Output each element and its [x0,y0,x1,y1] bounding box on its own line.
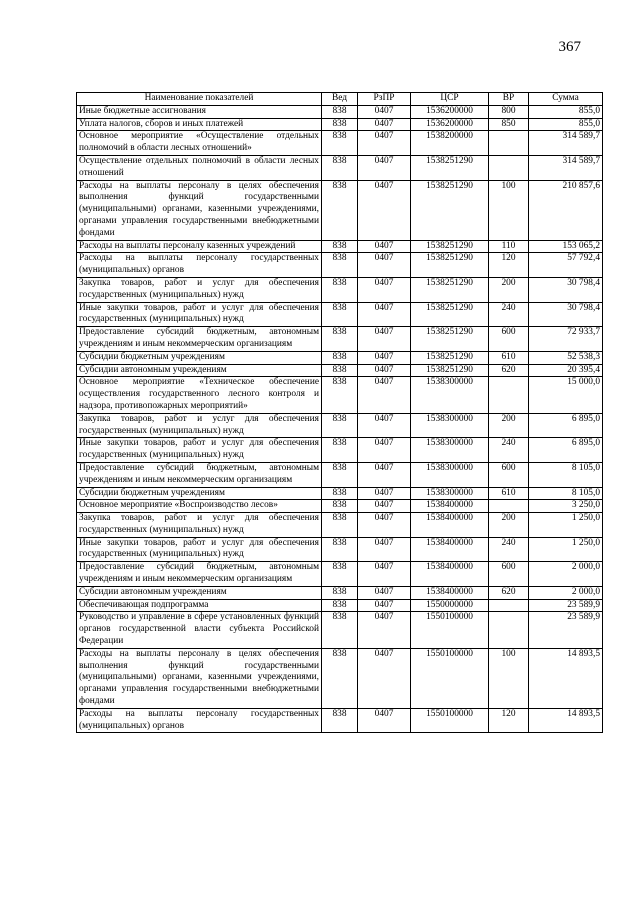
table-row [77,562,603,587]
table-row [77,537,603,562]
header-rzpr: РзПР [358,93,411,106]
cell-sum: 14 893,5 [529,648,603,708]
cell-rzpr: 0407 [358,180,411,240]
cell-csr: 1538400000 [411,586,489,599]
table-row [77,180,603,240]
cell-sum: 3 250,0 [529,500,603,513]
cell-ved: 838 [322,364,358,377]
cell-csr: 1550100000 [411,612,489,648]
cell-vr [489,131,529,156]
table-row [77,413,603,438]
cell-name: Расходы на выплаты персоналу государственных (муниципальных) органов [77,708,322,733]
cell-rzpr: 0407 [358,500,411,513]
cell-csr: 1538300000 [411,487,489,500]
cell-vr [489,500,529,513]
cell-sum: 72 933,7 [529,327,603,352]
header-sum: Сумма [529,93,603,106]
cell-ved: 838 [322,240,358,253]
cell-sum: 30 798,4 [529,277,603,302]
cell-name: Расходы на выплаты персоналу в целях обеспечения выполнения функций государственными (муниципальными) органами, казенными учреждениями, органами управления государственными внебюджетными фондами [77,648,322,708]
cell-rzpr: 0407 [358,105,411,118]
table-row [77,155,603,180]
cell-csr: 1536200000 [411,118,489,131]
cell-csr: 1538200000 [411,131,489,156]
cell-name: Иные закупки товаров, работ и услуг для обеспечения государственных (муниципальных) нужд [77,537,322,562]
cell-rzpr: 0407 [358,155,411,180]
table-row [77,513,603,538]
cell-ved: 838 [322,180,358,240]
cell-sum: 6 895,0 [529,438,603,463]
cell-sum: 57 792,4 [529,253,603,278]
cell-vr: 610 [489,351,529,364]
cell-rzpr: 0407 [358,599,411,612]
cell-sum: 8 105,0 [529,487,603,500]
cell-sum: 8 105,0 [529,462,603,487]
cell-vr: 850 [489,118,529,131]
budget-table [76,92,603,733]
cell-csr: 1538400000 [411,513,489,538]
cell-name: Предоставление субсидий бюджетным, автономным учреждениям и иным некоммерческим организациям [77,327,322,352]
cell-rzpr: 0407 [358,351,411,364]
table-row [77,253,603,278]
cell-name: Уплата налогов, сборов и иных платежей [77,118,322,131]
cell-csr: 1538251290 [411,277,489,302]
cell-csr: 1536200000 [411,105,489,118]
cell-sum: 210 857,6 [529,180,603,240]
cell-rzpr: 0407 [358,586,411,599]
cell-vr: 600 [489,562,529,587]
cell-sum: 1 250,0 [529,513,603,538]
table-row [77,277,603,302]
table-row [77,377,603,413]
table-row [77,708,603,733]
cell-rzpr: 0407 [358,562,411,587]
cell-name: Иные закупки товаров, работ и услуг для обеспечения государственных (муниципальных) нужд [77,438,322,463]
table-row [77,599,603,612]
cell-ved: 838 [322,327,358,352]
cell-ved: 838 [322,562,358,587]
cell-vr [489,599,529,612]
cell-ved: 838 [322,105,358,118]
table-row [77,500,603,513]
table-row [77,105,603,118]
header-ved: Вед [322,93,358,106]
cell-vr [489,612,529,648]
cell-sum: 2 000,0 [529,586,603,599]
table-row [77,351,603,364]
cell-name: Руководство и управление в сфере установленных функций органов государственной власти субъекта Российской Федерации [77,612,322,648]
cell-vr: 120 [489,708,529,733]
cell-sum: 153 065,2 [529,240,603,253]
table-row [77,648,603,708]
cell-csr: 1538251290 [411,364,489,377]
cell-csr: 1538400000 [411,562,489,587]
cell-csr: 1550000000 [411,599,489,612]
cell-ved: 838 [322,648,358,708]
cell-ved: 838 [322,513,358,538]
cell-rzpr: 0407 [358,413,411,438]
cell-rzpr: 0407 [358,364,411,377]
cell-name: Предоставление субсидий бюджетным, автономным учреждениям и иным некоммерческим организациям [77,562,322,587]
cell-vr: 600 [489,327,529,352]
cell-vr: 200 [489,513,529,538]
table-row [77,131,603,156]
cell-rzpr: 0407 [358,118,411,131]
cell-ved: 838 [322,413,358,438]
header-vr: ВР [489,93,529,106]
cell-ved: 838 [322,351,358,364]
cell-vr: 200 [489,277,529,302]
cell-rzpr: 0407 [358,277,411,302]
cell-ved: 838 [322,277,358,302]
cell-name: Основное мероприятие «Техническое обеспечение осуществления государственного лесного контроля и надзора, противопожарных мероприятий» [77,377,322,413]
cell-rzpr: 0407 [358,513,411,538]
cell-csr: 1550100000 [411,648,489,708]
cell-sum: 314 589,7 [529,155,603,180]
cell-sum: 6 895,0 [529,413,603,438]
cell-sum: 15 000,0 [529,377,603,413]
cell-sum: 30 798,4 [529,302,603,327]
cell-name: Иные бюджетные ассигнования [77,105,322,118]
cell-sum: 23 589,9 [529,599,603,612]
cell-rzpr: 0407 [358,537,411,562]
cell-csr: 1538300000 [411,462,489,487]
cell-ved: 838 [322,586,358,599]
cell-sum: 23 589,9 [529,612,603,648]
cell-csr: 1538251290 [411,302,489,327]
cell-csr: 1538251290 [411,327,489,352]
cell-vr [489,377,529,413]
cell-ved: 838 [322,537,358,562]
cell-rzpr: 0407 [358,487,411,500]
cell-name: Расходы на выплаты персоналу казенных учреждений [77,240,322,253]
cell-name: Закупка товаров, работ и услуг для обеспечения государственных (муниципальных) нужд [77,413,322,438]
cell-name: Субсидии бюджетным учреждениям [77,487,322,500]
cell-vr: 620 [489,364,529,377]
cell-ved: 838 [322,253,358,278]
cell-name: Основное мероприятие «Осуществление отдельных полномочий в области лесных отношений» [77,131,322,156]
cell-vr: 240 [489,537,529,562]
table-row [77,462,603,487]
cell-name: Субсидии бюджетным учреждениям [77,351,322,364]
cell-csr: 1550100000 [411,708,489,733]
cell-rzpr: 0407 [358,327,411,352]
cell-rzpr: 0407 [358,612,411,648]
cell-name: Иные закупки товаров, работ и услуг для обеспечения государственных (муниципальных) нужд [77,302,322,327]
table-row [77,364,603,377]
cell-rzpr: 0407 [358,377,411,413]
header-csr: ЦСР [411,93,489,106]
cell-sum: 855,0 [529,118,603,131]
cell-name: Предоставление субсидий бюджетным, автономным учреждениям и иным некоммерческим организациям [77,462,322,487]
cell-ved: 838 [322,118,358,131]
cell-vr: 620 [489,586,529,599]
table-row [77,327,603,352]
cell-vr [489,155,529,180]
cell-ved: 838 [322,500,358,513]
cell-csr: 1538300000 [411,438,489,463]
cell-rzpr: 0407 [358,302,411,327]
cell-rzpr: 0407 [358,708,411,733]
header-name: Наименование показателей [77,93,322,106]
cell-ved: 838 [322,377,358,413]
table-header-row [77,93,603,106]
cell-rzpr: 0407 [358,240,411,253]
cell-csr: 1538400000 [411,537,489,562]
cell-vr: 600 [489,462,529,487]
table-row [77,586,603,599]
cell-vr: 100 [489,648,529,708]
table-row [77,487,603,500]
cell-ved: 838 [322,612,358,648]
cell-sum: 2 000,0 [529,562,603,587]
cell-sum: 14 893,5 [529,708,603,733]
cell-name: Осуществление отдельных полномочий в области лесных отношений [77,155,322,180]
cell-ved: 838 [322,155,358,180]
cell-csr: 1538251290 [411,155,489,180]
cell-name: Закупка товаров, работ и услуг для обеспечения государственных (муниципальных) нужд [77,513,322,538]
cell-name: Закупка товаров, работ и услуг для обеспечения государственных (муниципальных) нужд [77,277,322,302]
table-row [77,438,603,463]
cell-csr: 1538400000 [411,500,489,513]
cell-name: Субсидии автономным учреждениям [77,586,322,599]
cell-name: Субсидии автономным учреждениям [77,364,322,377]
cell-rzpr: 0407 [358,462,411,487]
cell-name: Расходы на выплаты персоналу государственных (муниципальных) органов [77,253,322,278]
cell-csr: 1538251290 [411,253,489,278]
cell-rzpr: 0407 [358,253,411,278]
cell-ved: 838 [322,131,358,156]
cell-vr: 100 [489,180,529,240]
cell-rzpr: 0407 [358,131,411,156]
cell-csr: 1538300000 [411,413,489,438]
cell-ved: 838 [322,708,358,733]
cell-csr: 1538251290 [411,351,489,364]
cell-ved: 838 [322,438,358,463]
cell-rzpr: 0407 [358,648,411,708]
cell-ved: 838 [322,302,358,327]
cell-csr: 1538251290 [411,180,489,240]
cell-vr: 200 [489,413,529,438]
cell-vr: 110 [489,240,529,253]
cell-sum: 1 250,0 [529,537,603,562]
cell-csr: 1538251290 [411,240,489,253]
cell-vr: 800 [489,105,529,118]
cell-rzpr: 0407 [358,438,411,463]
cell-vr: 240 [489,302,529,327]
table-row [77,302,603,327]
cell-vr: 240 [489,438,529,463]
cell-ved: 838 [322,599,358,612]
cell-name: Расходы на выплаты персоналу в целях обеспечения выполнения функций государственными (муниципальными) органами, казенными учреждениями, органами управления государственными внебюджетными фондами [77,180,322,240]
table-row [77,612,603,648]
cell-vr: 120 [489,253,529,278]
cell-name: Основное мероприятие «Воспроизводство лесов» [77,500,322,513]
cell-vr: 610 [489,487,529,500]
cell-csr: 1538300000 [411,377,489,413]
cell-ved: 838 [322,462,358,487]
cell-sum: 52 538,3 [529,351,603,364]
cell-sum: 314 589,7 [529,131,603,156]
cell-sum: 20 395,4 [529,364,603,377]
cell-name: Обеспечивающая подпрограмма [77,599,322,612]
cell-ved: 838 [322,487,358,500]
table-row [77,118,603,131]
page-number: 367 [558,39,581,55]
table-row [77,240,603,253]
cell-sum: 855,0 [529,105,603,118]
